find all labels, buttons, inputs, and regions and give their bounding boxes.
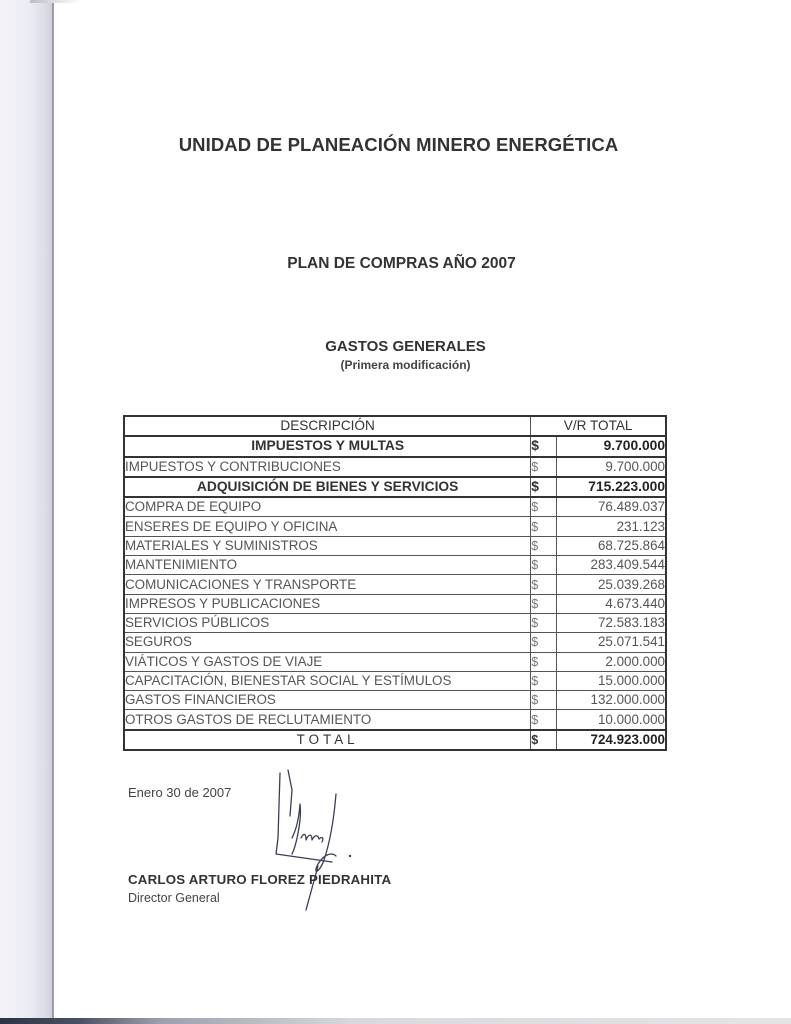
- row-value: 4.673.440: [556, 594, 666, 613]
- table-row: [124, 457, 666, 477]
- table-row: [124, 556, 666, 575]
- row-value: 10.000.000: [556, 710, 666, 730]
- row-value: 2.000.000: [556, 652, 666, 671]
- signature-stroke-1: [276, 773, 332, 862]
- table-total-row: [124, 730, 666, 750]
- table-row: [124, 536, 666, 555]
- row-value: 231.123: [556, 517, 666, 536]
- column-header-value: V/R TOTAL: [531, 416, 666, 436]
- row-currency: $: [531, 691, 557, 710]
- row-currency: $: [531, 436, 557, 456]
- column-header-description: DESCRIPCIÓN: [124, 416, 531, 436]
- table-section-row: [124, 477, 666, 497]
- row-currency: $: [531, 613, 557, 632]
- row-value: 283.409.544: [556, 556, 666, 575]
- row-value: 68.725.864: [556, 536, 666, 555]
- total-label: TOTAL: [124, 730, 531, 750]
- table-row: [124, 594, 666, 613]
- row-value: 132.000.000: [556, 691, 666, 710]
- row-description: MANTENIMIENTO: [124, 556, 531, 575]
- row-description: CAPACITACIÓN, BIENESTAR SOCIAL Y ESTÍMULOS: [124, 671, 531, 690]
- row-currency: $: [531, 575, 557, 594]
- row-description: COMPRA DE EQUIPO: [124, 497, 531, 517]
- signature-stroke-4: [301, 834, 323, 842]
- row-description: SERVICIOS PÚBLICOS: [124, 613, 531, 632]
- row-value: 715.223.000: [556, 477, 666, 497]
- section-title: GASTOS GENERALES: [325, 338, 486, 355]
- row-description: MATERIALES Y SUMINISTROS: [124, 536, 531, 555]
- row-value: 9.700.000: [556, 436, 666, 456]
- signature-stroke-2: [288, 770, 292, 816]
- table-row: [124, 517, 666, 536]
- table-row: [124, 613, 666, 632]
- row-currency: $: [531, 517, 557, 536]
- table-row: [124, 652, 666, 671]
- row-currency: $: [531, 477, 557, 497]
- row-value: 9.700.000: [556, 457, 666, 477]
- table-row: [124, 575, 666, 594]
- signer-name: CARLOS ARTURO FLOREZ PIEDRAHITA: [128, 872, 392, 887]
- row-value: 15.000.000: [556, 671, 666, 690]
- top-edge-shadow: [30, 0, 80, 3]
- row-currency: $: [531, 457, 557, 477]
- table-row: [124, 691, 666, 710]
- table-header-row: [124, 416, 666, 436]
- signature-stroke-3: [292, 804, 300, 854]
- signature-dot-1: [299, 809, 301, 811]
- organization-title: UNIDAD DE PLANEACIÓN MINERO ENERGÉTICA: [178, 134, 619, 155]
- signature-dot-2: [349, 855, 351, 857]
- row-description: COMUNICACIONES Y TRANSPORTE: [124, 575, 531, 594]
- total-currency: $: [531, 730, 557, 750]
- purchase-plan-table: [123, 415, 667, 751]
- row-currency: $: [531, 536, 557, 555]
- total-value: 724.923.000: [556, 730, 666, 750]
- document-date: Enero 30 de 2007: [128, 785, 232, 800]
- signer-title: Director General: [128, 891, 220, 905]
- row-value: 25.071.541: [556, 633, 666, 652]
- table-section-row: [124, 436, 666, 456]
- table-row: [124, 633, 666, 652]
- table-row: [124, 497, 666, 517]
- row-currency: $: [531, 710, 557, 730]
- row-description: VIÁTICOS Y GASTOS DE VIAJE: [124, 652, 531, 671]
- plan-title: PLAN DE COMPRAS AÑO 2007: [287, 255, 516, 272]
- section-subtitle: (Primera modificación): [340, 358, 471, 372]
- row-value: 72.583.183: [556, 613, 666, 632]
- table-body: [124, 436, 666, 750]
- row-description: ENSERES DE EQUIPO Y OFICINA: [124, 517, 531, 536]
- table-row: [124, 671, 666, 690]
- row-currency: $: [531, 633, 557, 652]
- row-currency: $: [531, 556, 557, 575]
- row-description: GASTOS FINANCIEROS: [124, 691, 531, 710]
- row-value: 76.489.037: [556, 497, 666, 517]
- row-description: IMPUESTOS Y MULTAS: [124, 436, 531, 456]
- row-description: OTROS GASTOS DE RECLUTAMIENTO: [124, 710, 531, 730]
- row-currency: $: [531, 594, 557, 613]
- row-value: 25.039.268: [556, 575, 666, 594]
- signature-image: [262, 768, 372, 918]
- row-currency: $: [531, 652, 557, 671]
- row-currency: $: [531, 671, 557, 690]
- row-description: ADQUISICIÓN DE BIENES Y SERVICIOS: [124, 477, 531, 497]
- row-description: IMPRESOS Y PUBLICACIONES: [124, 594, 531, 613]
- table-row: [124, 710, 666, 730]
- bottom-edge-shadow: [0, 1018, 791, 1024]
- row-currency: $: [531, 497, 557, 517]
- row-description: SEGUROS: [124, 633, 531, 652]
- row-description: IMPUESTOS Y CONTRIBUCIONES: [124, 457, 531, 477]
